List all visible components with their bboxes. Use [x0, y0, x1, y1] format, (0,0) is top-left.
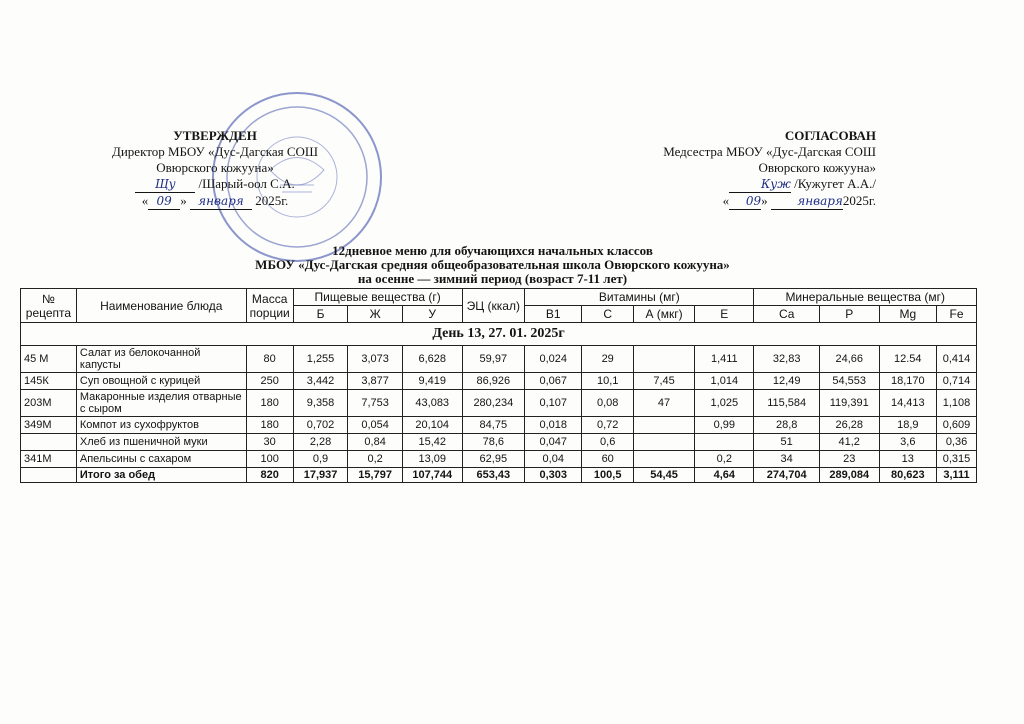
cell-ca: 12,49 — [754, 373, 819, 390]
cell-ec: 86,926 — [462, 373, 525, 390]
cell-p: 119,391 — [819, 390, 879, 417]
total-dish: Итого за обед — [76, 468, 246, 483]
cell-ca: 115,584 — [754, 390, 819, 417]
approved-line1: Директор МБОУ «Дус-Дагская СОШ — [111, 144, 319, 159]
cell-ca: 34 — [754, 451, 819, 468]
approved-heading: УТВЕРЖДЕН — [173, 128, 257, 143]
cell-fe: 0,36 — [937, 434, 977, 451]
approved-signature: Шарый-оол С.А. — [202, 176, 295, 191]
total-fe: 3,111 — [937, 468, 977, 483]
cell-c: 10,1 — [582, 373, 634, 390]
cell-ca: 28,8 — [754, 417, 819, 434]
approved-date: « 09 » января 2025г. — [141, 193, 289, 208]
header-ca: Са — [754, 306, 819, 323]
cell-mg: 14,413 — [879, 390, 937, 417]
cell-ec: 62,95 — [462, 451, 525, 468]
cell-u: 15,42 — [402, 434, 462, 451]
approved-signature-line: Щу /Шарый-оол С.А. — [60, 176, 370, 193]
cell-p: 26,28 — [819, 417, 879, 434]
cell-mass: 180 — [246, 390, 293, 417]
cell-c: 0,08 — [582, 390, 634, 417]
cell-ca: 51 — [754, 434, 819, 451]
cell-e: 1,014 — [695, 373, 754, 390]
total-ec: 653,43 — [462, 468, 525, 483]
header-p: Р — [819, 306, 879, 323]
total-b1: 0,303 — [525, 468, 582, 483]
table-row — [21, 390, 977, 417]
cell-c: 60 — [582, 451, 634, 468]
title-line2: МБОУ «Дус-Дагская средняя общеобразовательная школа Овюрского кожууна» — [255, 257, 730, 272]
cell-b1: 0,107 — [525, 390, 582, 417]
total-row — [21, 468, 977, 483]
header-energy: ЭЦ (ккал) — [462, 289, 525, 323]
cell-a — [633, 434, 694, 451]
cell-ec: 59,97 — [462, 346, 525, 373]
cell-b1: 0,047 — [525, 434, 582, 451]
table-row — [21, 417, 977, 434]
title-line1: 12дневное меню для обучающихся начальных классов — [332, 243, 653, 258]
total-e: 4,64 — [695, 468, 754, 483]
cell-p: 23 — [819, 451, 879, 468]
header-zh: Ж — [348, 306, 403, 323]
cell-fe: 0,714 — [937, 373, 977, 390]
header-mass: Масса порции — [246, 289, 293, 323]
cell-mass: 30 — [246, 434, 293, 451]
header-e: Е — [695, 306, 754, 323]
table-row — [21, 373, 977, 390]
cell-b: 2,28 — [293, 434, 348, 451]
cell-dish: Макаронные изделия отварные с сыром — [76, 390, 246, 417]
cell-code: 341М — [21, 451, 77, 468]
cell-zh: 0,054 — [348, 417, 403, 434]
cell-e: 1,411 — [695, 346, 754, 373]
cell-code: 349М — [21, 417, 77, 434]
total-u: 107,744 — [402, 468, 462, 483]
day-label: День 13, 27. 01. 2025г — [21, 323, 977, 346]
cell-dish: Салат из белокочанной капусты — [76, 346, 246, 373]
total-p: 289,084 — [819, 468, 879, 483]
cell-code: 203М — [21, 390, 77, 417]
total-ca: 274,704 — [754, 468, 819, 483]
header-dish: Наименование блюда — [76, 289, 246, 323]
total-mg: 80,623 — [879, 468, 937, 483]
cell-b: 0,9 — [293, 451, 348, 468]
cell-e: 1,025 — [695, 390, 754, 417]
header-nutrients: Пищевые вещества (г) — [293, 289, 462, 306]
approved-date-month: января — [190, 193, 252, 210]
cell-mg: 18,9 — [879, 417, 937, 434]
cell-e: 0,99 — [695, 417, 754, 434]
agreed-date: « 09» января2025г. — [722, 193, 876, 208]
cell-u: 43,083 — [402, 390, 462, 417]
header-recipe: № рецепта — [21, 289, 77, 323]
agreed-signature: Кужугет А.А./ — [797, 176, 876, 191]
cell-e: 0,2 — [695, 451, 754, 468]
cell-ec: 84,75 — [462, 417, 525, 434]
table-row — [21, 434, 977, 451]
cell-zh: 7,753 — [348, 390, 403, 417]
cell-code: 45 М — [21, 346, 77, 373]
signature-mark: Щу — [135, 176, 195, 193]
total-code — [21, 468, 77, 483]
header-fe: Fe — [937, 306, 977, 323]
cell-b: 0,702 — [293, 417, 348, 434]
cell-mg: 12.54 — [879, 346, 937, 373]
cell-fe: 0,414 — [937, 346, 977, 373]
agreed-date-year: 2025г. — [842, 193, 876, 208]
cell-b1: 0,024 — [525, 346, 582, 373]
cell-e — [695, 434, 754, 451]
agreed-signature-line: Куж /Кужугет А.А./ — [576, 176, 876, 193]
title-line3: на осенне — зимний период (возраст 7-11 лет) — [357, 271, 628, 286]
cell-b: 9,358 — [293, 390, 348, 417]
header-a: А (мкг) — [633, 306, 694, 323]
cell-u: 9,419 — [402, 373, 462, 390]
cell-c: 0,72 — [582, 417, 634, 434]
approved-line2: Овюрского кожууна» — [156, 160, 274, 175]
approval-block — [60, 128, 370, 210]
header-b1: В1 — [525, 306, 582, 323]
cell-code: 145К — [21, 373, 77, 390]
total-mass: 820 — [246, 468, 293, 483]
approved-date-year: 2025г. — [255, 193, 289, 208]
total-a: 54,45 — [633, 468, 694, 483]
cell-mass: 80 — [246, 346, 293, 373]
cell-u: 6,628 — [402, 346, 462, 373]
header-mg: Mg — [879, 306, 937, 323]
cell-fe: 1,108 — [937, 390, 977, 417]
cell-a — [633, 451, 694, 468]
cell-mass: 100 — [246, 451, 293, 468]
menu-table — [20, 288, 977, 483]
cell-zh: 3,073 — [348, 346, 403, 373]
agreed-date-day: 09 — [729, 193, 761, 210]
agreed-heading: СОГЛАСОВАН — [784, 128, 876, 143]
cell-p: 24,66 — [819, 346, 879, 373]
cell-u: 13,09 — [402, 451, 462, 468]
cell-dish: Суп овощной с курицей — [76, 373, 246, 390]
cell-mass: 250 — [246, 373, 293, 390]
cell-dish: Компот из сухофруктов — [76, 417, 246, 434]
header-vitamins: Витамины (мг) — [525, 289, 754, 306]
cell-c: 0,6 — [582, 434, 634, 451]
cell-u: 20,104 — [402, 417, 462, 434]
cell-a — [633, 417, 694, 434]
cell-mg: 18,170 — [879, 373, 937, 390]
cell-dish: Хлеб из пшеничной муки — [76, 434, 246, 451]
cell-zh: 0,2 — [348, 451, 403, 468]
cell-b1: 0,067 — [525, 373, 582, 390]
cell-b: 3,442 — [293, 373, 348, 390]
menu-title — [170, 244, 815, 286]
cell-mass: 180 — [246, 417, 293, 434]
agreed-line1: Медсестра МБОУ «Дус-Дагская СОШ — [663, 144, 876, 159]
agreed-line2: Овюрского кожууна» — [758, 160, 876, 175]
cell-zh: 0,84 — [348, 434, 403, 451]
cell-fe: 0,609 — [937, 417, 977, 434]
cell-mg: 13 — [879, 451, 937, 468]
table-row — [21, 346, 977, 373]
cell-ec: 280,234 — [462, 390, 525, 417]
table-row — [21, 451, 977, 468]
agreed-date-month: января — [771, 193, 843, 210]
cell-a: 7,45 — [633, 373, 694, 390]
header-b: Б — [293, 306, 348, 323]
cell-c: 29 — [582, 346, 634, 373]
total-b: 17,937 — [293, 468, 348, 483]
cell-ca: 32,83 — [754, 346, 819, 373]
cell-code — [21, 434, 77, 451]
total-zh: 15,797 — [348, 468, 403, 483]
cell-fe: 0,315 — [937, 451, 977, 468]
header-minerals: Минеральные вещества (мг) — [754, 289, 977, 306]
cell-ec: 78,6 — [462, 434, 525, 451]
cell-a — [633, 346, 694, 373]
signature-mark: Куж — [729, 176, 791, 193]
cell-b: 1,255 — [293, 346, 348, 373]
cell-b1: 0,04 — [525, 451, 582, 468]
cell-p: 54,553 — [819, 373, 879, 390]
cell-a: 47 — [633, 390, 694, 417]
cell-zh: 3,877 — [348, 373, 403, 390]
header-u: У — [402, 306, 462, 323]
approved-date-day: 09 — [148, 193, 180, 210]
total-c: 100,5 — [582, 468, 634, 483]
cell-mg: 3,6 — [879, 434, 937, 451]
cell-p: 41,2 — [819, 434, 879, 451]
agreement-block — [576, 128, 876, 210]
header-c: С — [582, 306, 634, 323]
cell-dish: Апельсины с сахаром — [76, 451, 246, 468]
cell-b1: 0,018 — [525, 417, 582, 434]
